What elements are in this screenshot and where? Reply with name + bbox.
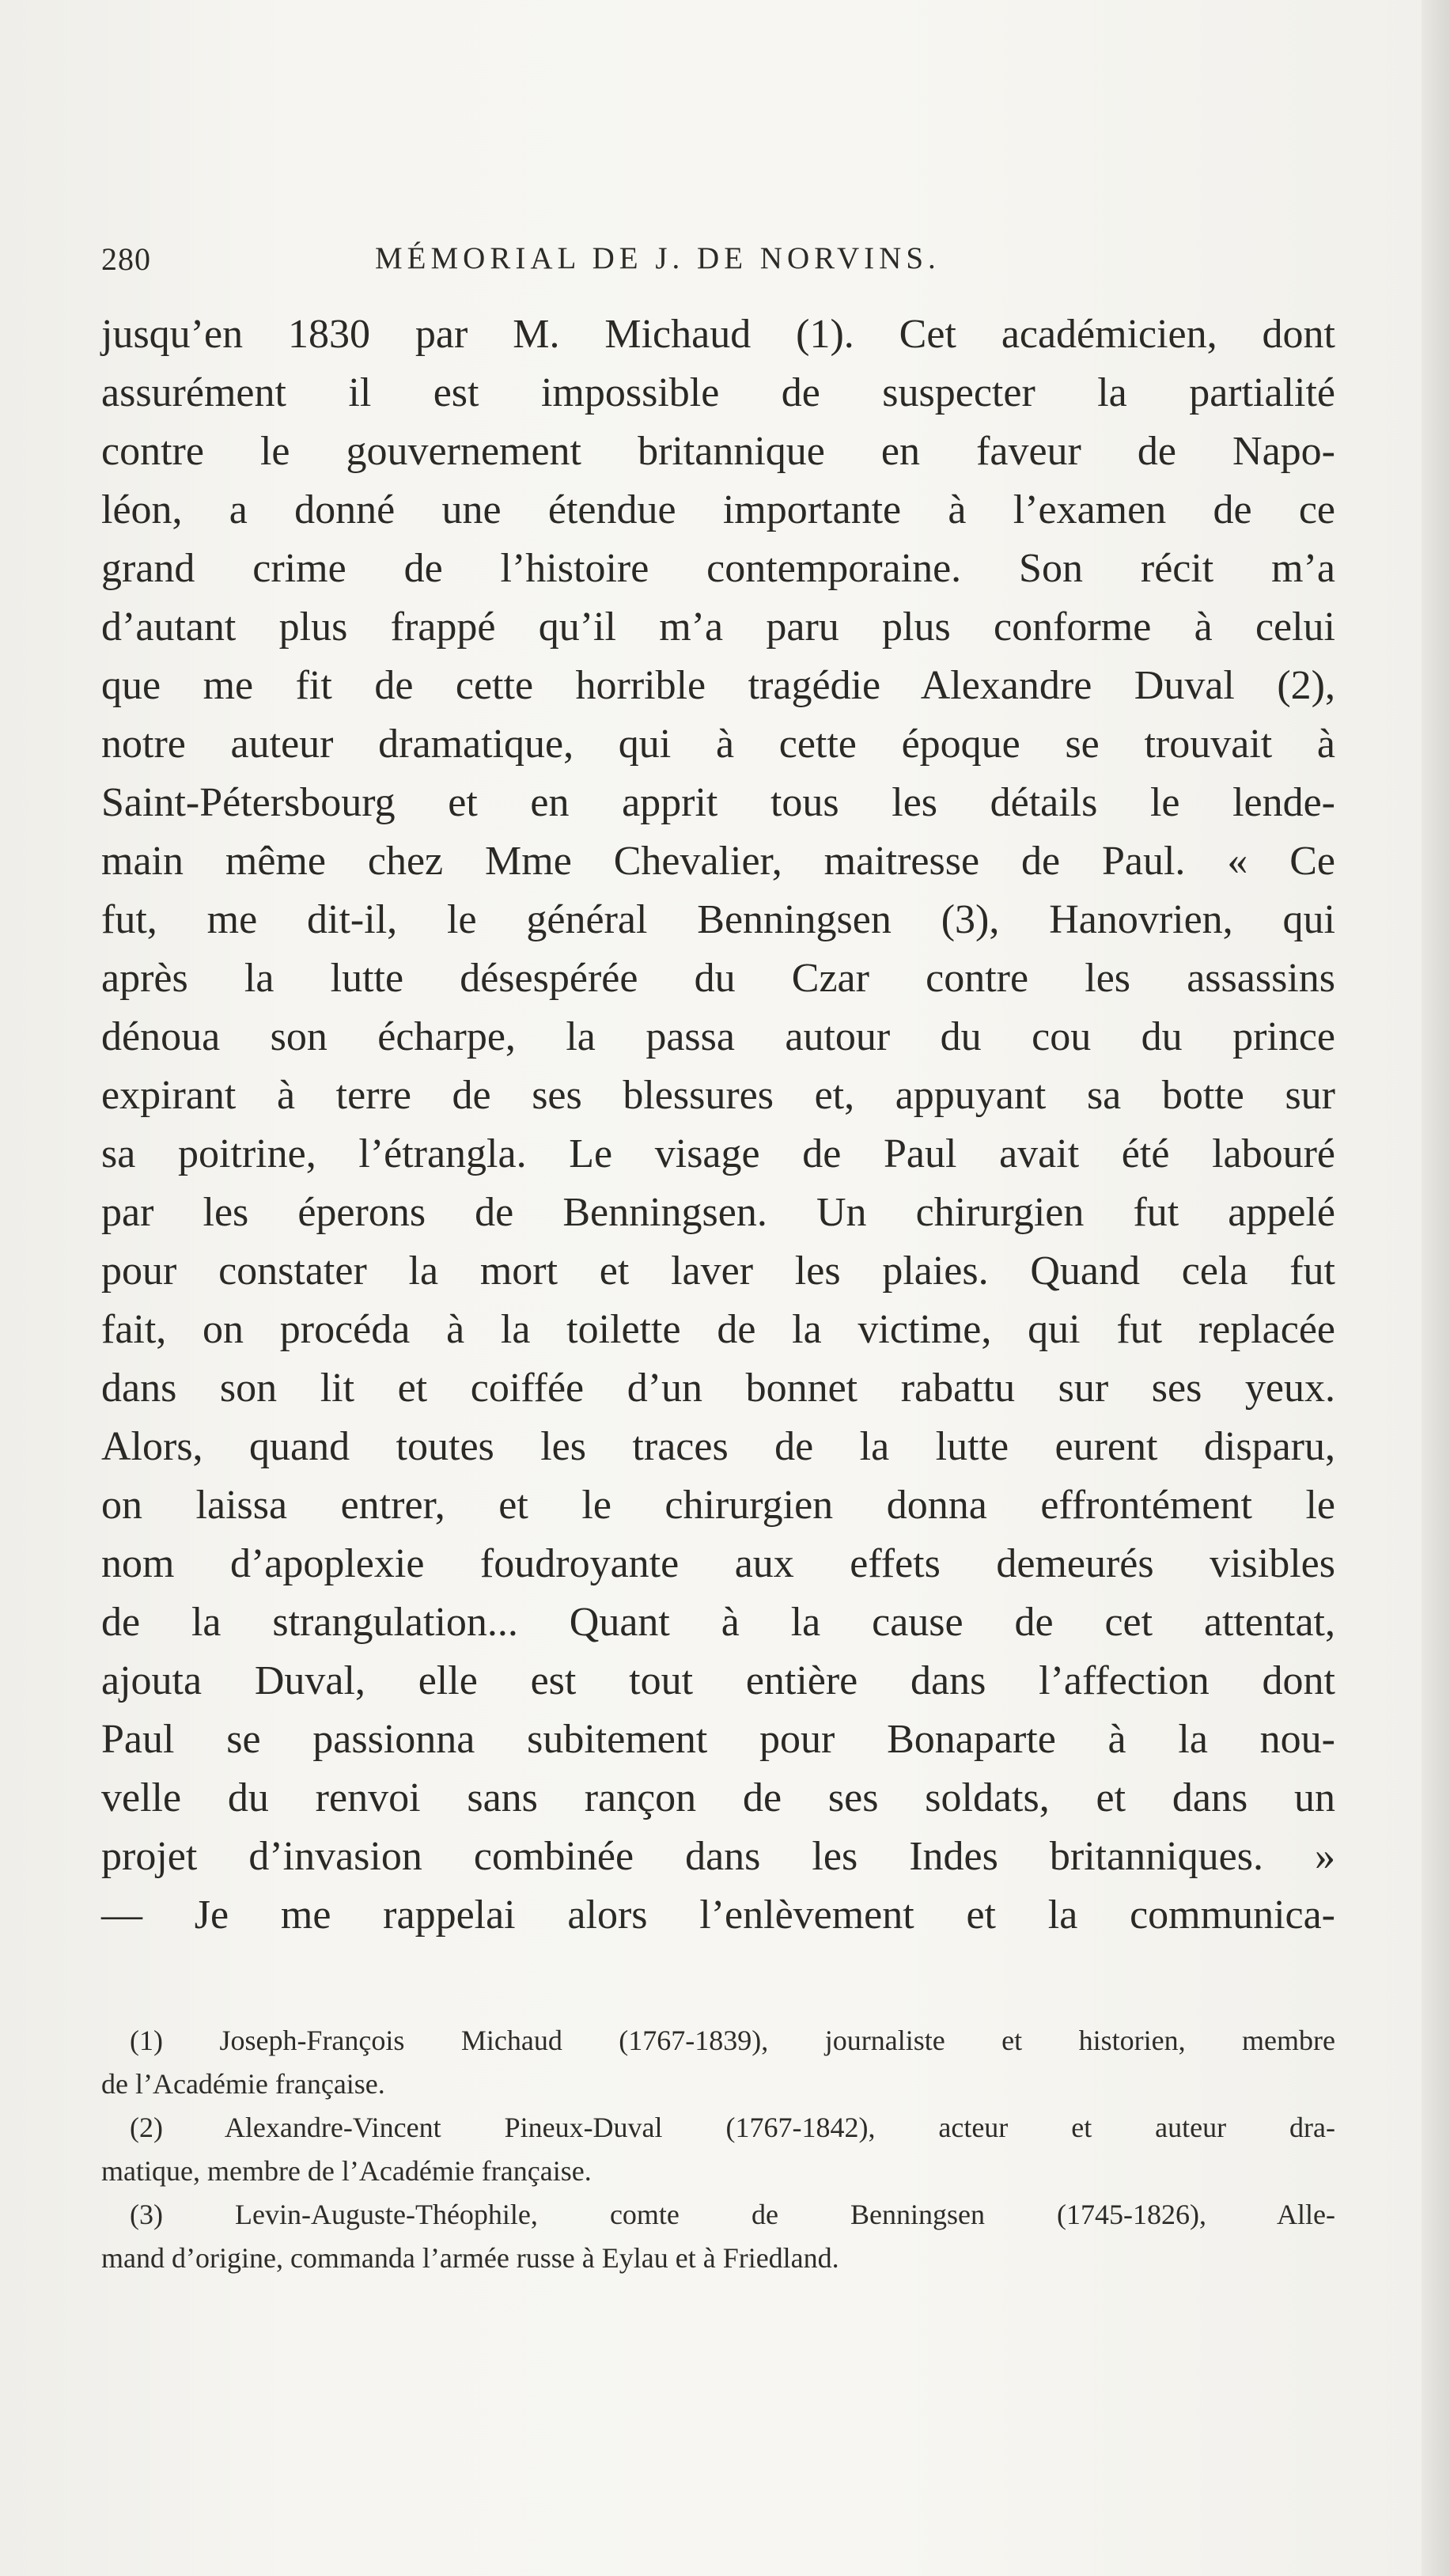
body-line: pour constater la mort et laver les plaies. Quand cela fut — [101, 1248, 1335, 1294]
page-edge-shadow — [1422, 0, 1450, 2576]
body-line: dans son lit et coiffée d’un bonnet rabattu sur ses yeux. — [101, 1366, 1335, 1411]
body-line: projet d’invasion combinée dans les Indes britanniques. » — [101, 1834, 1335, 1879]
body-line: expirant à terre de ses blessures et, appuyant sa botte sur — [101, 1073, 1335, 1118]
body-line: sa poitrine, l’étrangla. Le visage de Paul avait été labouré — [101, 1131, 1335, 1176]
body-line: notre auteur dramatique, qui à cette époque se trouvait à — [101, 722, 1335, 767]
body-line: nom d’apoplexie foudroyante aux effets demeurés visibles — [101, 1541, 1335, 1586]
body-line: main même chez Mme Chevalier, maitresse de Paul. « Ce — [101, 839, 1335, 884]
body-line: velle du renvoi sans rançon de ses soldats, et dans un — [101, 1775, 1335, 1820]
footnote-line: (2) Alexandre-Vincent Pineux-Duval (1767-1842), acteur et auteur dra- — [130, 2112, 1335, 2143]
footnotes — [101, 2019, 1335, 2280]
body-line: grand crime de l’histoire contemporaine. Son récit m’a — [101, 546, 1335, 591]
body-line: Alors, quand toutes les traces de la lutte eurent disparu, — [101, 1424, 1335, 1469]
body-line: Saint-Pétersbourg et en apprit tous les détails le lende- — [101, 780, 1335, 825]
body-line: d’autant plus frappé qu’il m’a paru plus conforme à celui — [101, 604, 1335, 650]
body-line: on laissa entrer, et le chirurgien donna effrontément le — [101, 1483, 1335, 1528]
body-line: de la strangulation... Quant à la cause de cet attentat, — [101, 1600, 1335, 1645]
footnote-line: matique, membre de l’Académie française. — [101, 2155, 592, 2187]
body-line: contre le gouvernement britannique en faveur de Napo- — [101, 429, 1335, 474]
footnote-line: (1) Joseph-François Michaud (1767-1839), journaliste et historien, membre — [130, 2025, 1335, 2056]
footnote-line: de l’Académie française. — [101, 2068, 385, 2100]
body-line: Paul se passionna subitement pour Bonaparte à la nou- — [101, 1717, 1335, 1762]
body-line: après la lutte désespérée du Czar contre les assassins — [101, 956, 1335, 1001]
body-line: jusqu’en 1830 par M. Michaud (1). Cet académicien, dont — [101, 312, 1335, 357]
body-line: assurément il est impossible de suspecter la partialité — [101, 370, 1335, 415]
page-number: 280 — [101, 241, 151, 277]
running-head — [101, 241, 1335, 296]
body-line: par les éperons de Benningsen. Un chirurgien fut appelé — [101, 1190, 1335, 1235]
footnote-line: mand d’origine, commanda l’armée russe à Eylau et à Friedland. — [101, 2242, 839, 2274]
body-text — [101, 305, 1335, 1945]
body-line: fait, on procéda à la toilette de la victime, qui fut replacée — [101, 1307, 1335, 1352]
body-line: — Je me rappelai alors l’enlèvement et la communica- — [101, 1892, 1335, 1938]
body-line: que me fit de cette horrible tragédie Alexandre Duval (2), — [101, 663, 1335, 708]
running-title: MÉMORIAL DE J. DE NORVINS. — [375, 241, 941, 275]
body-line: fut, me dit-il, le général Benningsen (3), Hanovrien, qui — [101, 897, 1335, 942]
body-line: ajouta Duval, elle est tout entière dans l’affection dont — [101, 1658, 1335, 1703]
footnote-line: (3) Levin-Auguste-Théophile, comte de Benningsen (1745-1826), Alle- — [130, 2199, 1335, 2230]
body-line: léon, a donné une étendue importante à l’examen de ce — [101, 487, 1335, 532]
body-line: dénoua son écharpe, la passa autour du cou du prince — [101, 1014, 1335, 1059]
